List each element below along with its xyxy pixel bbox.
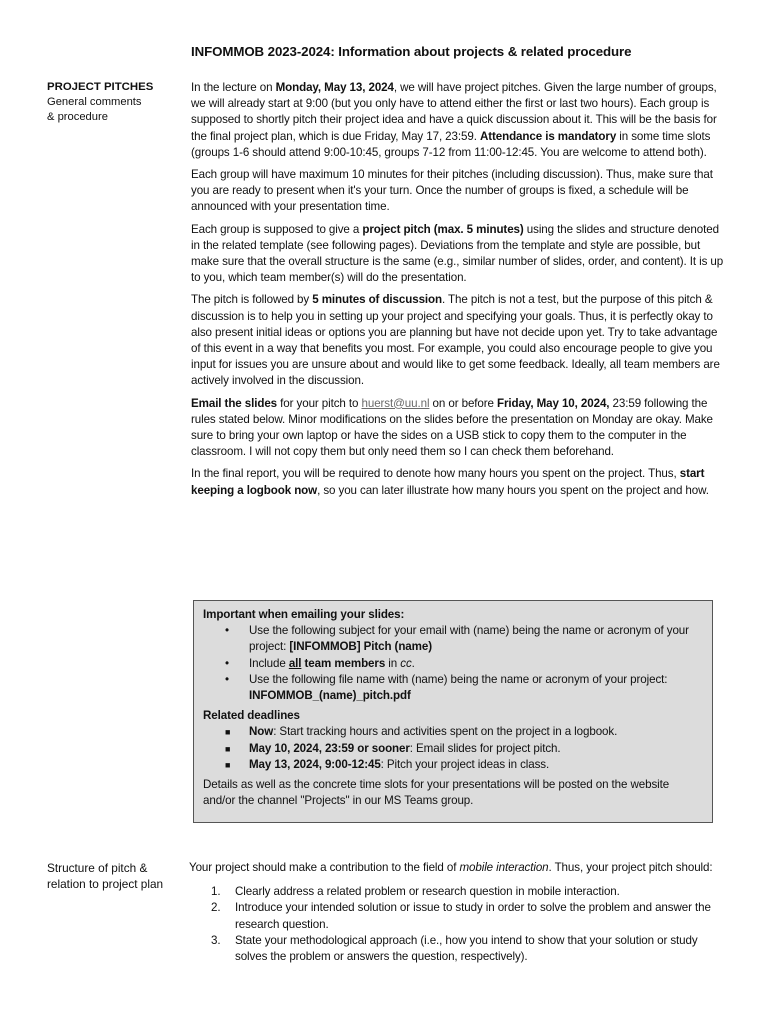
bullet-icon: • [225, 672, 229, 686]
text-run: In the lecture on [191, 81, 276, 94]
list-item [203, 656, 703, 672]
emphasis-subject: [INFOMMOB] Pitch (name) [289, 640, 432, 654]
list-number: 2. [211, 901, 221, 915]
list-item [203, 757, 703, 773]
text-run: . The pitch is not a test, but the purpose of this pitch & discussion is to help you in setting up your project and specifying your goals. Thus, it is perfectly okay to also present initial ideas or options you are planning but have not decide upon yet. Try to take advantage of this event in a way that benefits you most. For example, you could also encourage people to give you input for issues you are unsure about and would like to get some feedback. Ideally, all team members are actively involved in the discussion. [191, 293, 720, 388]
list-item [189, 900, 729, 932]
list-item [203, 672, 703, 704]
emphasis-deadline-now: Now [249, 725, 274, 739]
text-run: . Thus, your project pitch should: [548, 861, 713, 874]
emphasis-pitch-length: project pitch (max. 5 minutes) [362, 222, 524, 236]
section-sublabel-1: General comments [47, 96, 142, 108]
box-note: Details as well as the concrete time slots for your presentations will be posted on the website and/or the channel "Projects" in our MS Teams group. [203, 778, 670, 808]
paragraph-structure-intro [189, 860, 729, 876]
section-label-heading: PROJECT PITCHES [47, 81, 154, 93]
emphasis-date: Monday, May 13, 2024 [275, 81, 394, 94]
structure-list [189, 884, 729, 965]
text-run: Your project should make a contribution to the field of [189, 861, 460, 874]
emphasis-all: all [288, 656, 302, 670]
box-heading-emailing: Important when emailing your slides: [203, 608, 405, 621]
list-item [203, 623, 703, 655]
section-sublabel-2: & procedure [47, 111, 108, 123]
paragraph-pitch-duration: Each group will have maximum 10 minutes for their pitches (including discussion). Thus, make sure that you are ready to present when it's your turn. Once the number of groups is fixed, a schedule will be announced with your presentation time. [191, 168, 713, 214]
list-item-text: State your methodological approach (i.e., how you intend to show that your solution or study solves the problem or answers the question, respectively). [235, 933, 698, 964]
pitches-body [191, 80, 725, 505]
text-run: Each group is supposed to give a [191, 222, 363, 236]
emphasis-discussion: 5 minutes of discussion [312, 293, 443, 307]
paragraph-email-slides [191, 396, 725, 461]
text-run: in some time slots (groups 1-6 should attend 9:00-10:45, groups 7-12 from 11:00-12:45. You are welcome to attend both). [191, 129, 711, 159]
emphasis-attendance: Attendance is mandatory [479, 129, 617, 143]
text-run: 23:59 following the rules stated below. Minor modifications on the slides before the presentation on Monday are okay. Make sure to bring your own laptop or have the sides on a USB stick to copy them to the computer in the classroom. I will not copy them but only need them so I can check them beforehand. [191, 396, 713, 459]
emphasis-deadline: Friday, May 10, 2024, [497, 396, 610, 410]
text-run: : Pitch your project ideas in class. [380, 757, 550, 771]
paragraph-discussion [191, 292, 725, 389]
emphasis-team-members: team members [301, 656, 386, 670]
list-number: 1. [211, 885, 221, 899]
emphasis-mobile-interaction: mobile interaction [459, 861, 549, 874]
text-run: : Start tracking hours and activities spent on the project in a logbook. [273, 725, 618, 739]
text-run: : Email slides for project pitch. [409, 741, 561, 755]
square-bullet-icon: ■ [225, 743, 231, 754]
list-item [189, 933, 729, 965]
text-run: for your pitch to [277, 396, 362, 410]
text-run: in [385, 656, 401, 670]
deadlines-list [203, 724, 703, 773]
paragraph-pitch-date [191, 80, 725, 161]
text-run: , so you can later illustrate how many hours you spent on the project and how. [317, 483, 709, 497]
page-title: INFOMMOB 2023-2024: Information about projects & related procedure [191, 44, 632, 59]
text-run: In the final report, you will be required to denote how many hours you spent on the project. Thus, [191, 467, 680, 481]
text-run: Include [249, 656, 289, 670]
paragraph-pitch-template [191, 222, 725, 287]
box-heading-deadlines: Related deadlines [203, 709, 300, 723]
structure-body [189, 860, 729, 965]
text-run: Use the following subject for your email with (name) being the name or acronym of your project: [249, 624, 689, 654]
square-bullet-icon: ■ [225, 727, 231, 738]
text-run: Use the following file name with (name) being the name or acronym of your project: [249, 672, 668, 686]
list-item-text: Clearly address a related problem or research question in mobile interaction. [235, 885, 620, 899]
email-link[interactable]: huerst@uu.nl [361, 396, 430, 410]
text-run: on or before [429, 396, 498, 410]
email-rules-list [203, 623, 703, 704]
text-run: The pitch is followed by [191, 293, 313, 307]
section-label-structure: Structure of pitch & relation to project plan [47, 861, 164, 892]
bullet-icon: • [225, 656, 229, 670]
bullet-icon: • [225, 624, 229, 638]
list-number: 3. [211, 933, 221, 947]
paragraph-logbook [191, 466, 725, 498]
important-info-box [193, 600, 713, 823]
emphasis-email-slides: Email the slides [191, 396, 278, 410]
emphasis-deadline-pitch: May 13, 2024, 9:00-12:45 [249, 757, 381, 771]
section-label-project-pitches [47, 80, 177, 125]
list-item [203, 741, 703, 757]
square-bullet-icon: ■ [225, 759, 231, 770]
list-item-text: Introduce your intended solution or issue to study in order to solve the problem and answer the research question. [235, 901, 711, 931]
list-item [203, 724, 703, 740]
emphasis-deadline-slides: May 10, 2024, 23:59 or sooner [249, 741, 410, 755]
list-item [189, 884, 729, 900]
text-run: using the slides and structure denoted in the related template (see following pages). Deviations from the template and style are possible, but make sure that the overall structure is the same (e.g., similar number of slides, order, and content). It is up to you, which team member(s) will do the presentation. [191, 222, 724, 285]
text-run: . [411, 656, 415, 670]
text-run: , we will have project pitches. Given the large number of groups, we will already start at 9:00 (but you only have to attend either the first or last two hours). Each group is supposed to shortly pitch their project idea and have a quick discussion about it. This will be the basis for the final project plan, which is due Friday, May 17, 23:59. [191, 81, 717, 143]
emphasis-filename: INFOMMOB_(name)_pitch.pdf [249, 689, 411, 703]
emphasis-cc: cc [400, 656, 412, 670]
emphasis-logbook: start keeping a logbook now [191, 467, 705, 497]
